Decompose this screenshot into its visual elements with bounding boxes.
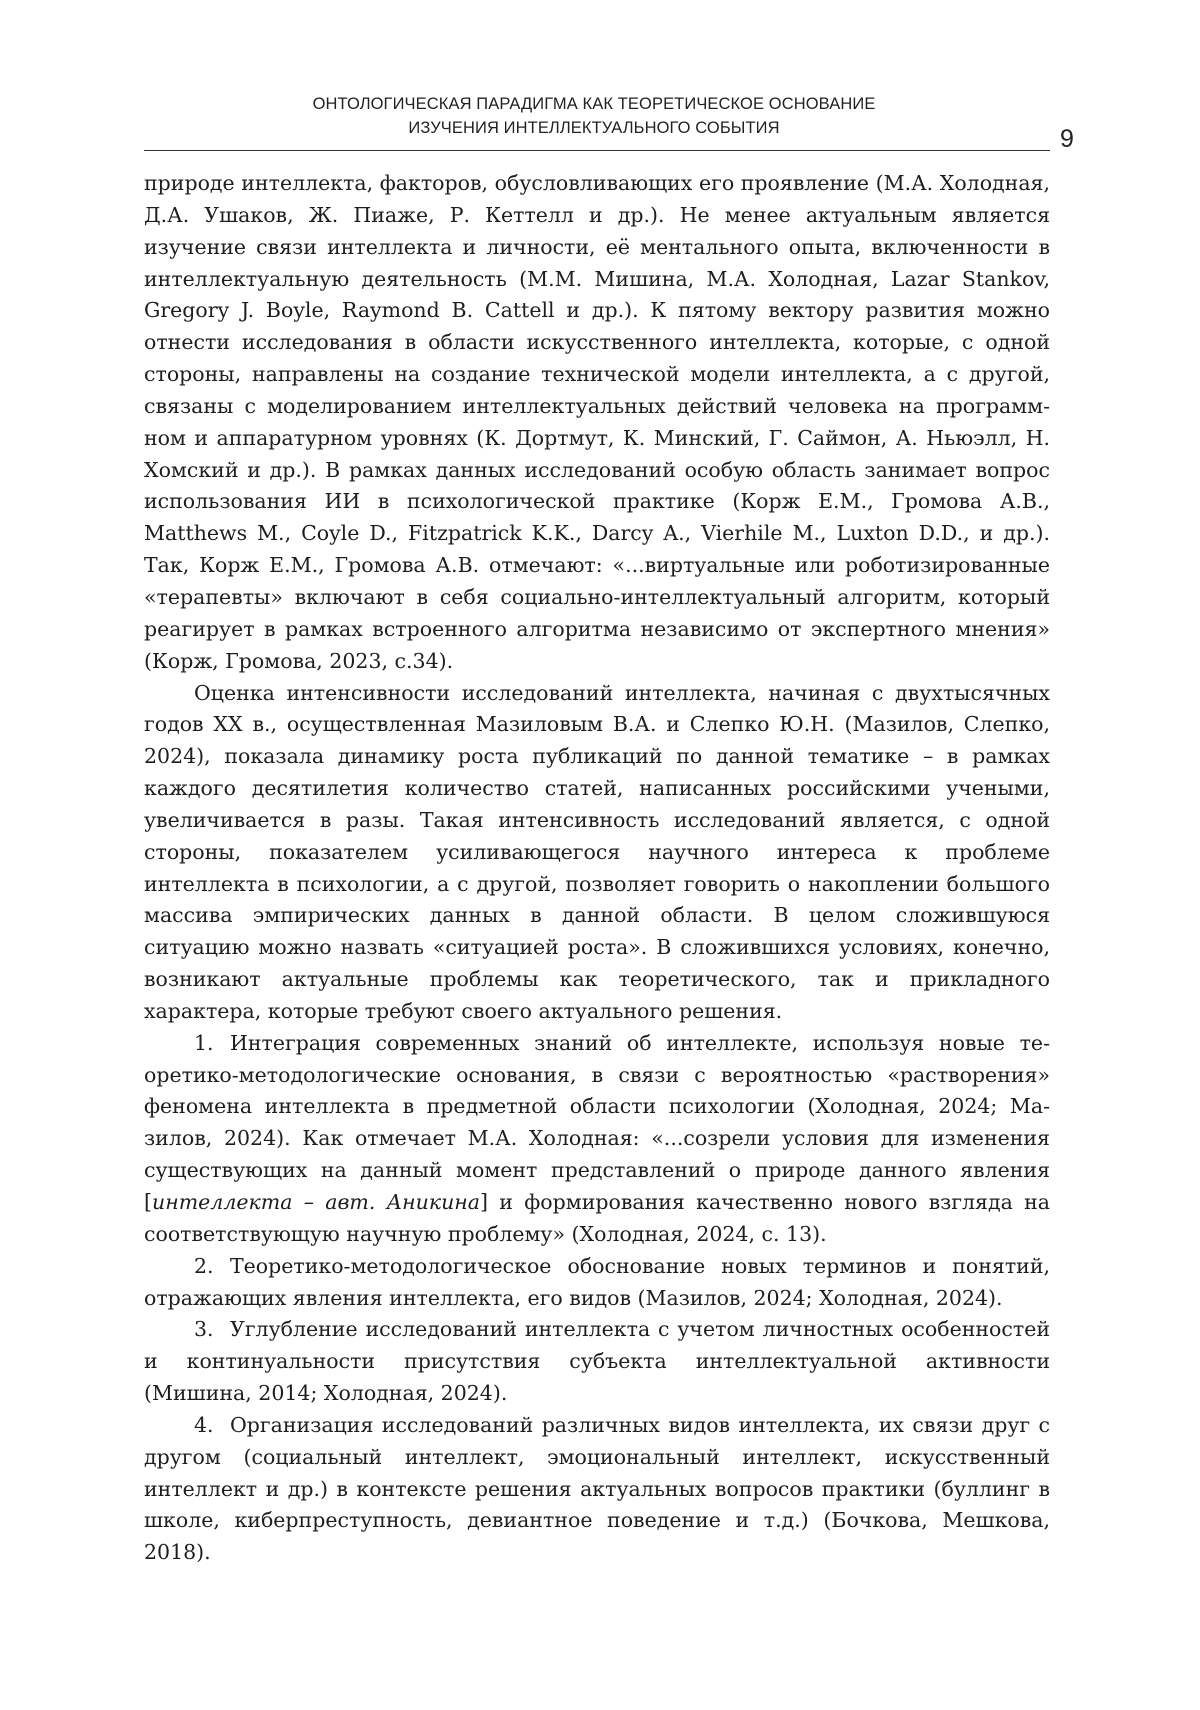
running-head-line-1: ОНТОЛОГИЧЕСКАЯ ПАРАДИГМА КАК ТЕОРЕТИЧЕСКОЕ ОСНОВАНИЕ xyxy=(312,95,876,113)
list-item-1-number: 1. xyxy=(194,1030,214,1055)
list-item-2-number: 2. xyxy=(194,1253,214,1278)
page-number: 9 xyxy=(1060,125,1074,153)
header-rule xyxy=(144,150,1050,151)
list-item-1 xyxy=(144,1028,1050,1251)
list-item-1-italic-note: интеллекта – авт. Аникина xyxy=(152,1190,481,1214)
list-item-3 xyxy=(144,1314,1050,1410)
list-item-3-text: Углубление исследований интеллекта с учетом личностных особенностей и континуальности присутствия субъекта интеллектуальной активности (Мишина, 2014; Холодная, 2024). xyxy=(144,1317,1050,1406)
body-text xyxy=(144,168,1050,1569)
list-item-4-number: 4. xyxy=(194,1412,214,1437)
list-item-4-text: Организация исследований различных видов интеллекта, их связи друг с другом (социальный интеллект, эмоциональный интеллект, искусственный интеллект и др.) в контексте решения актуальных вопросов практики (буллинг в школе, киберпреступность, девиантное поведение и т.д.) (Бочкова, Мешкова, 2018). xyxy=(144,1412,1050,1565)
paragraph-intensity: Оценка интенсивности исследований интеллекта, начиная с двухтысячных годов XX в., осуществленная Мазиловым В.А. и Слепко Ю.Н. (Мазилов, Слепко, 2024), показала динамику роста публикаций по данной тематике – в рамках каждого десятилетия количество статей, написанных российскими учеными, увеличивается в разы. Такая интенсивность исследований является, с одной стороны, показателем усиливающегося научного интереса к проблеме интеллекта в психологии, а с другой, позволяет говорить о накоплении большого массива эмпирических данных в данной области. В целом сложившуюся ситуацию можно назвать «ситуацией роста». В сложившихся условиях, конечно, возникают актуальные проблемы как теоретического, так и прикладного характера, которые требуют своего актуального решения. xyxy=(144,680,1050,1023)
paragraph-continuation: природе интеллекта, факторов, обусловливающих его проявление (М.А. Холодная, Д.А. Ушаков, Ж. Пиаже, Р. Кеттелл и др.). Не менее актуальным является изучение связи интеллекта и личности, её ментального опыта, включенности в интеллектуальную деятельность (М.М. Мишина, М.А. Холодная, Lazar Stankov, Gregory J. Boyle, Raymond B. Cattell и др.). К пятому вектору развития можно отнести исследования в области искусственного интеллекта, которые, с одной стороны, направлены на создание технической модели интеллекта, а с другой, связаны с моделированием интеллектуальных действий человека на программном и аппаратурном уровнях (К. Дортмут, К. Минский, Г. Саймон, А. Ньюэлл, Н. Хомский и др.). В рамках данных исследований особую область занимает вопрос использования ИИ в психологической практике (Корж Е.М., Громова А.В., Matthews M., Coyle D., Fitzpatrick K.K., Darcy A., Vierhile M., Luxton D.D., и др.). Так, Корж Е.М., Громова А.В. отмечают: «...виртуальные или роботизированные «терапевты» включают в себя социально-интеллектуальный алгоритм, который реагирует в рамках встроенного алгоритма независимо от экспертного мнения» (Корж, Громова, 2023, с.34). xyxy=(144,171,1050,673)
list-item-3-number: 3. xyxy=(194,1317,214,1342)
list-item-1-text-b: ] и формирования качественно нового взгляда на соответствующую научную проблему» (Холодная, 2024, с. 13). xyxy=(144,1190,1050,1246)
list-item-1-text-a: Интеграция современных знаний об интеллекте, используя новые теоретико-методологические основания, в связи с вероятностью «растворения» феномена интеллекта в предметной области психологии (Холодная, 2024; Мазилов, 2024). Как отмечает М.А. Холодная: «...созрели условия для изменения существующих на данный момент представлений о природе данного явления [ xyxy=(144,1030,1050,1214)
list-item-2 xyxy=(144,1251,1050,1315)
list-item-4 xyxy=(144,1410,1050,1569)
list-item-2-text: Теоретико-методологическое обоснование новых терминов и понятий, отражающих явления интеллекта, его видов (Мазилов, 2024; Холодная, 2024). xyxy=(144,1253,1050,1310)
running-head-line-2: ИЗУЧЕНИЯ ИНТЕЛЛЕКТУАЛЬНОГО СОБЫТИЯ xyxy=(408,119,780,137)
running-head xyxy=(144,92,1044,140)
